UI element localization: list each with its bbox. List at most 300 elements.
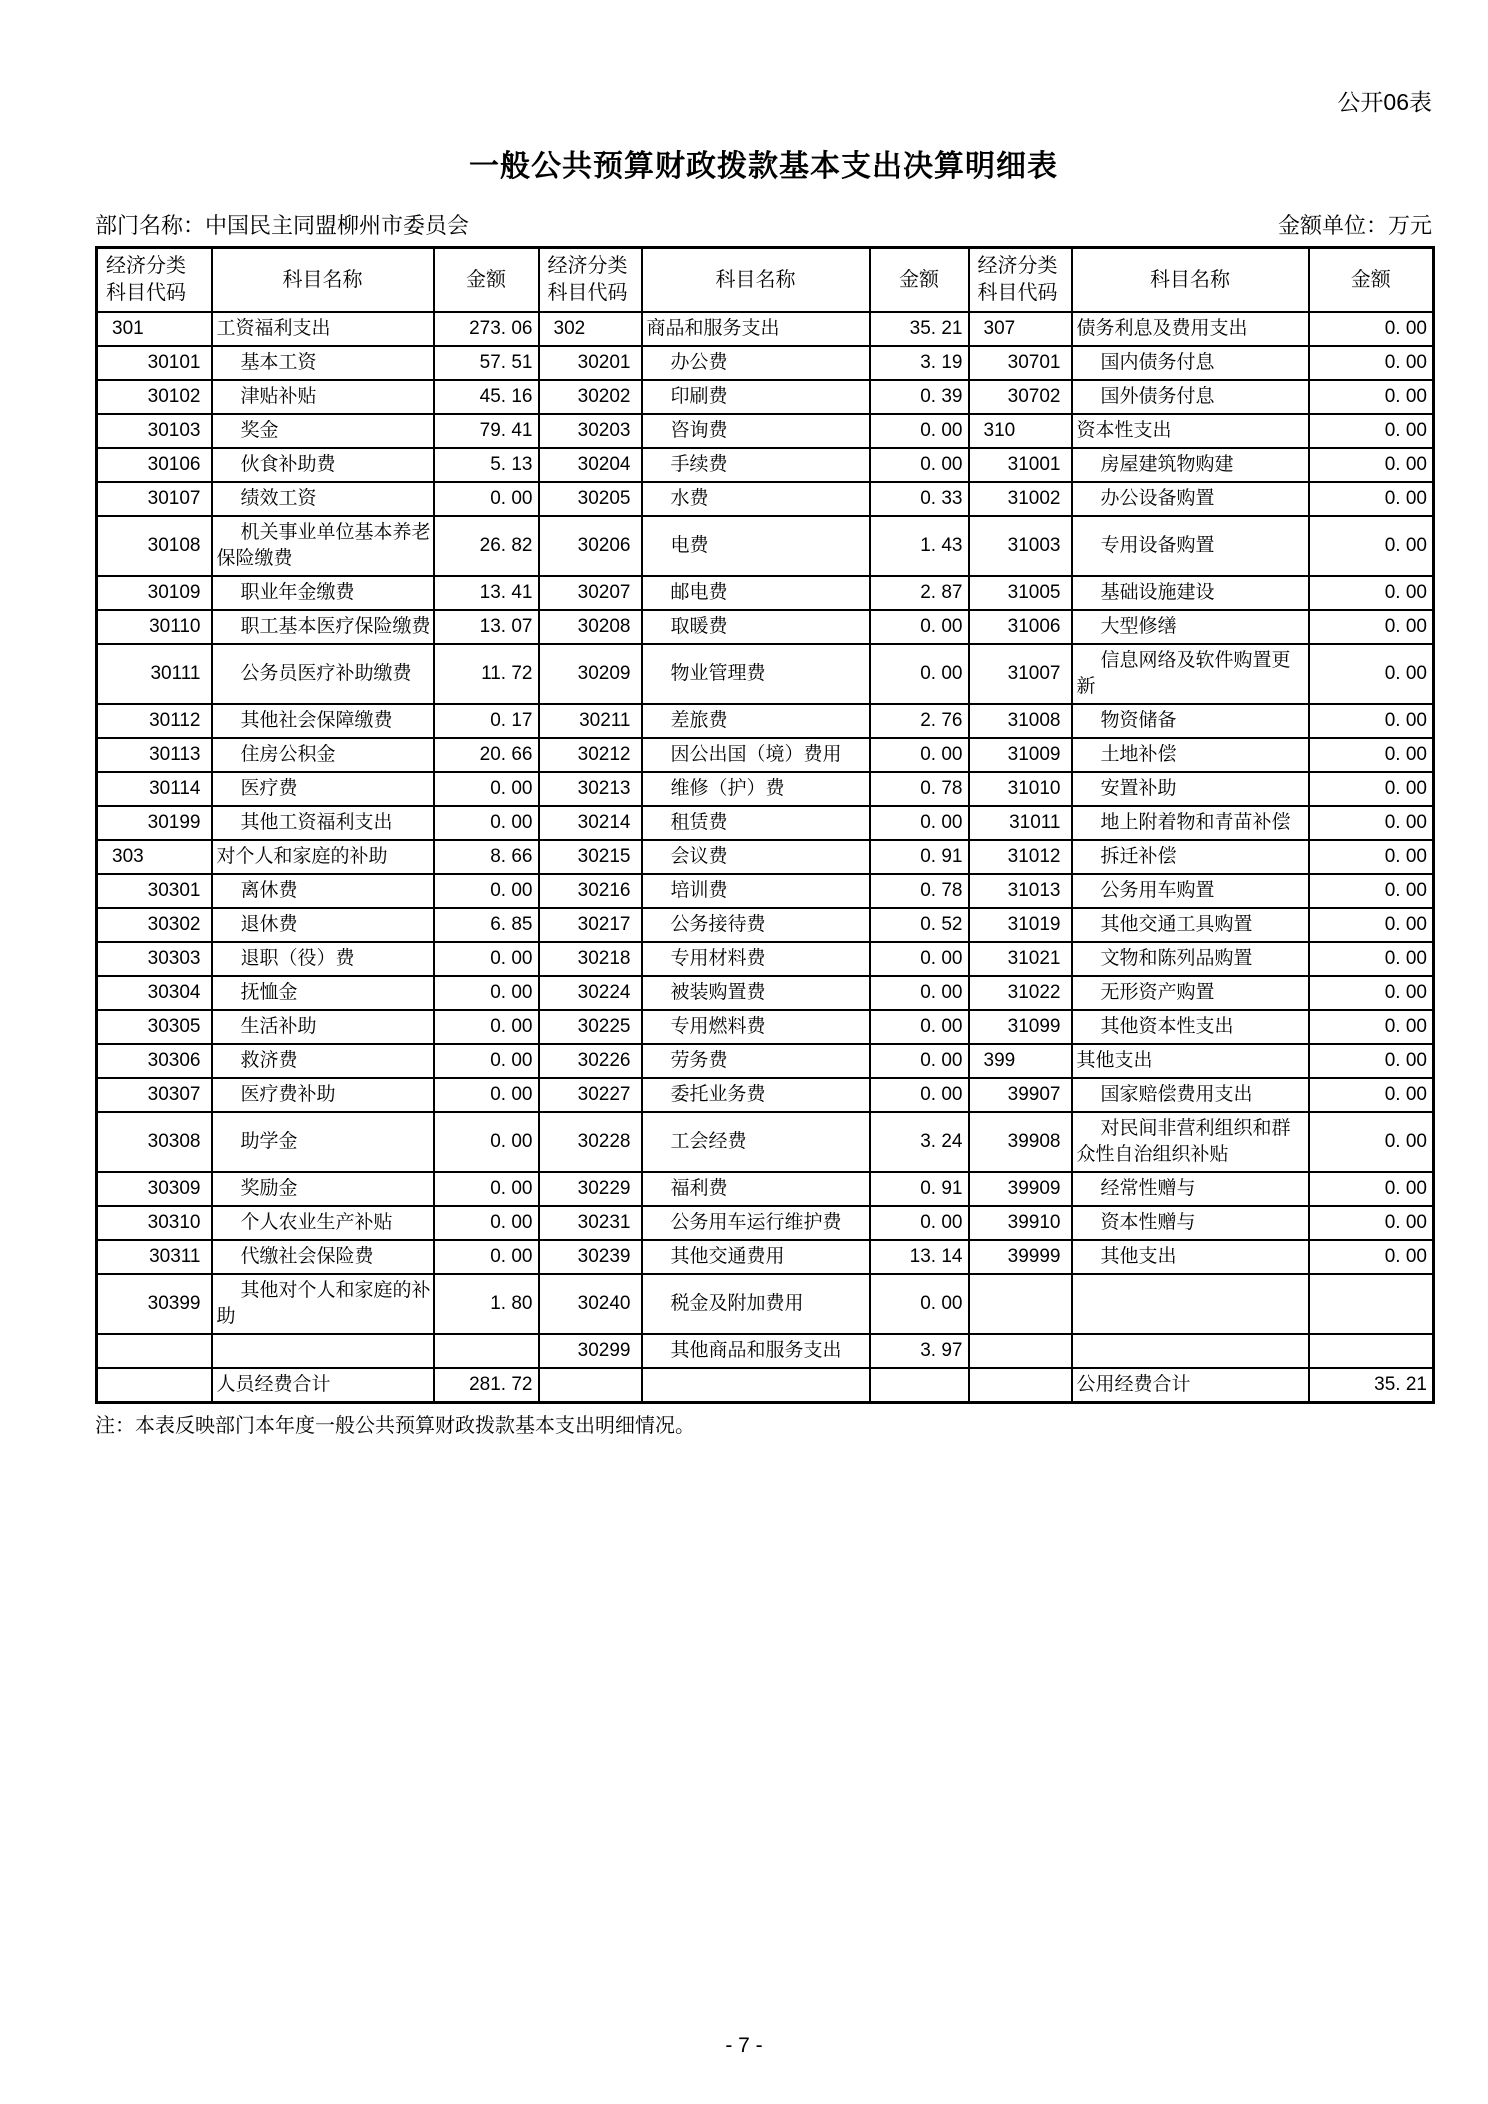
meta-row	[95, 209, 1432, 240]
name-cell: 土地补偿	[1072, 738, 1309, 772]
name-cell: 经常性赠与	[1072, 1172, 1309, 1206]
table-row	[97, 448, 1434, 482]
table-row	[97, 1334, 1434, 1368]
header-amount-group1: 金额	[434, 248, 539, 313]
amount-cell: 0. 00	[1309, 516, 1434, 576]
code-cell: 39907	[969, 1078, 1072, 1112]
table-row	[97, 1044, 1434, 1078]
name-cell: 住房公积金	[212, 738, 434, 772]
table-row	[97, 1240, 1434, 1274]
amount-cell: 11. 72	[434, 644, 539, 704]
name-cell: 工会经费	[642, 1112, 870, 1172]
code-cell: 30240	[539, 1274, 642, 1334]
amount-cell: 0. 00	[1309, 610, 1434, 644]
table-row	[97, 976, 1434, 1010]
unit-label: 金额单位：万元	[1277, 213, 1432, 238]
name-cell: 安置补助	[1072, 772, 1309, 806]
code-cell: 30307	[97, 1078, 212, 1112]
name-cell: 福利费	[642, 1172, 870, 1206]
amount-cell: 0. 00	[1309, 772, 1434, 806]
name-cell: 津贴补贴	[212, 380, 434, 414]
name-cell: 基础设施建设	[1072, 576, 1309, 610]
code-cell: 31009	[969, 738, 1072, 772]
header-subject-name-group2: 科目名称	[642, 248, 870, 313]
amount-cell: 0. 00	[434, 1240, 539, 1274]
amount-cell: 0. 00	[1309, 414, 1434, 448]
code-cell: 31005	[969, 576, 1072, 610]
name-cell: 医疗费	[212, 772, 434, 806]
amount-cell: 0. 00	[1309, 380, 1434, 414]
header-code-line2: 科目代码	[106, 282, 186, 304]
code-cell: 30229	[539, 1172, 642, 1206]
amount-cell: 0. 00	[1309, 874, 1434, 908]
amount-cell: 0. 00	[870, 1044, 969, 1078]
amount-cell: 0. 00	[1309, 942, 1434, 976]
code-cell: 30239	[539, 1240, 642, 1274]
name-cell: 委托业务费	[642, 1078, 870, 1112]
amount-cell: 0. 00	[1309, 738, 1434, 772]
header-amount-group3: 金额	[1309, 248, 1434, 313]
table-row	[97, 610, 1434, 644]
amount-cell: 3. 19	[870, 346, 969, 380]
name-cell: 绩效工资	[212, 482, 434, 516]
amount-cell: 0. 00	[434, 1010, 539, 1044]
amount-cell: 0. 00	[1309, 840, 1434, 874]
header-code-line1: 经济分类	[977, 255, 1058, 277]
name-cell: 职工基本医疗保险缴费	[212, 610, 434, 644]
name-cell: 国内债务付息	[1072, 346, 1309, 380]
amount-cell: 0. 00	[1309, 1112, 1434, 1172]
amount-cell: 273. 06	[434, 312, 539, 346]
code-cell	[97, 1368, 212, 1403]
amount-cell: 0. 00	[1309, 1172, 1434, 1206]
amount-cell: 0. 00	[1309, 482, 1434, 516]
code-cell: 30110	[97, 610, 212, 644]
code-cell: 310	[969, 414, 1072, 448]
code-cell	[969, 1368, 1072, 1403]
name-cell: 邮电费	[642, 576, 870, 610]
name-cell: 资本性赠与	[1072, 1206, 1309, 1240]
name-cell: 其他支出	[1072, 1044, 1309, 1078]
code-cell	[969, 1274, 1072, 1334]
amount-cell: 0. 00	[434, 806, 539, 840]
code-cell: 31007	[969, 644, 1072, 704]
name-cell: 办公设备购置	[1072, 482, 1309, 516]
amount-cell: 0. 00	[870, 1078, 969, 1112]
code-cell: 30207	[539, 576, 642, 610]
code-cell	[97, 1334, 212, 1368]
amount-cell: 13. 07	[434, 610, 539, 644]
header-row	[97, 248, 1434, 313]
amount-cell: 0. 00	[870, 806, 969, 840]
code-cell: 307	[969, 312, 1072, 346]
code-cell: 30202	[539, 380, 642, 414]
amount-cell: 0. 00	[1309, 346, 1434, 380]
code-cell: 31003	[969, 516, 1072, 576]
table-header	[97, 248, 1434, 313]
code-cell: 399	[969, 1044, 1072, 1078]
name-cell: 水费	[642, 482, 870, 516]
code-cell: 30308	[97, 1112, 212, 1172]
name-cell: 物业管理费	[642, 644, 870, 704]
amount-cell: 0. 00	[870, 610, 969, 644]
table-row	[97, 1078, 1434, 1112]
name-cell: 其他社会保障缴费	[212, 704, 434, 738]
amount-cell	[1309, 1334, 1434, 1368]
code-cell: 30114	[97, 772, 212, 806]
amount-cell: 0. 00	[1309, 806, 1434, 840]
name-cell: 专用材料费	[642, 942, 870, 976]
amount-cell	[434, 1334, 539, 1368]
code-cell: 30206	[539, 516, 642, 576]
name-cell: 维修（护）费	[642, 772, 870, 806]
name-cell: 基本工资	[212, 346, 434, 380]
code-cell: 31013	[969, 874, 1072, 908]
code-cell: 30101	[97, 346, 212, 380]
name-cell: 地上附着物和青苗补偿	[1072, 806, 1309, 840]
name-cell: 医疗费补助	[212, 1078, 434, 1112]
amount-cell: 35. 21	[1309, 1368, 1434, 1403]
name-cell	[1072, 1334, 1309, 1368]
name-cell: 会议费	[642, 840, 870, 874]
amount-cell: 0. 33	[870, 482, 969, 516]
budget-table	[95, 246, 1435, 1404]
amount-cell: 0. 00	[870, 644, 969, 704]
amount-cell: 0. 00	[870, 976, 969, 1010]
code-cell: 30218	[539, 942, 642, 976]
name-cell: 租赁费	[642, 806, 870, 840]
amount-cell: 0. 00	[434, 482, 539, 516]
amount-cell: 26. 82	[434, 516, 539, 576]
amount-cell: 13. 41	[434, 576, 539, 610]
name-cell: 拆迁补偿	[1072, 840, 1309, 874]
code-cell: 31019	[969, 908, 1072, 942]
amount-cell: 0. 00	[1309, 1206, 1434, 1240]
table-row	[97, 1206, 1434, 1240]
header-code-line1: 经济分类	[547, 255, 628, 277]
name-cell	[642, 1368, 870, 1403]
amount-cell: 0. 00	[870, 1206, 969, 1240]
code-cell: 30310	[97, 1206, 212, 1240]
amount-cell: 0. 00	[1309, 312, 1434, 346]
name-cell: 专用燃料费	[642, 1010, 870, 1044]
table-row	[97, 772, 1434, 806]
sheet-label: 公开06表	[1337, 89, 1432, 115]
amount-cell: 6. 85	[434, 908, 539, 942]
header-amount-group2: 金额	[870, 248, 969, 313]
code-cell: 31008	[969, 704, 1072, 738]
name-cell: 资本性支出	[1072, 414, 1309, 448]
amount-cell: 0. 17	[434, 704, 539, 738]
amount-cell: 0. 00	[434, 1112, 539, 1172]
amount-cell: 0. 00	[434, 1206, 539, 1240]
page-title: 一般公共预算财政拨款基本支出决算明细表	[469, 150, 1058, 183]
amount-cell: 0. 00	[1309, 1078, 1434, 1112]
name-cell: 被装购置费	[642, 976, 870, 1010]
amount-cell: 0. 91	[870, 1172, 969, 1206]
code-cell: 30109	[97, 576, 212, 610]
name-cell: 助学金	[212, 1112, 434, 1172]
table-row	[97, 414, 1434, 448]
name-cell: 房屋建筑物购建	[1072, 448, 1309, 482]
name-cell: 公务用车运行维护费	[642, 1206, 870, 1240]
name-cell: 电费	[642, 516, 870, 576]
name-cell: 手续费	[642, 448, 870, 482]
code-cell: 30204	[539, 448, 642, 482]
name-cell: 劳务费	[642, 1044, 870, 1078]
amount-cell: 0. 00	[434, 942, 539, 976]
code-cell: 30213	[539, 772, 642, 806]
code-cell: 30309	[97, 1172, 212, 1206]
code-cell: 30112	[97, 704, 212, 738]
name-cell: 专用设备购置	[1072, 516, 1309, 576]
table-row	[97, 1368, 1434, 1403]
amount-cell: 0. 00	[434, 772, 539, 806]
name-cell: 培训费	[642, 874, 870, 908]
name-cell: 对个人和家庭的补助	[212, 840, 434, 874]
name-cell: 公务员医疗补助缴费	[212, 644, 434, 704]
amount-cell: 0. 00	[1309, 1010, 1434, 1044]
table-row	[97, 840, 1434, 874]
name-cell	[212, 1334, 434, 1368]
table-row	[97, 380, 1434, 414]
code-cell: 30203	[539, 414, 642, 448]
code-cell: 30214	[539, 806, 642, 840]
code-cell: 30231	[539, 1206, 642, 1240]
amount-cell: 45. 16	[434, 380, 539, 414]
code-cell	[539, 1368, 642, 1403]
name-cell: 因公出国（境）费用	[642, 738, 870, 772]
name-cell: 代缴社会保险费	[212, 1240, 434, 1274]
code-cell	[969, 1334, 1072, 1368]
amount-cell: 0. 00	[1309, 448, 1434, 482]
name-cell: 个人农业生产补贴	[212, 1206, 434, 1240]
table-row	[97, 704, 1434, 738]
code-cell: 31001	[969, 448, 1072, 482]
amount-cell: 13. 14	[870, 1240, 969, 1274]
name-cell	[1072, 1274, 1309, 1334]
name-cell: 无形资产购置	[1072, 976, 1309, 1010]
name-cell: 对民间非营利组织和群众性自治组织补贴	[1072, 1112, 1309, 1172]
code-cell: 31021	[969, 942, 1072, 976]
amount-cell: 20. 66	[434, 738, 539, 772]
code-cell: 30212	[539, 738, 642, 772]
code-cell: 31002	[969, 482, 1072, 516]
name-cell: 奖励金	[212, 1172, 434, 1206]
amount-cell: 0. 91	[870, 840, 969, 874]
amount-cell: 0. 00	[434, 1078, 539, 1112]
table-row	[97, 1010, 1434, 1044]
amount-cell: 0. 00	[1309, 1240, 1434, 1274]
header-code-line1: 经济分类	[106, 255, 186, 277]
name-cell: 差旅费	[642, 704, 870, 738]
name-cell: 其他资本性支出	[1072, 1010, 1309, 1044]
name-cell: 债务利息及费用支出	[1072, 312, 1309, 346]
amount-cell: 57. 51	[434, 346, 539, 380]
name-cell: 国外债务付息	[1072, 380, 1309, 414]
name-cell: 取暖费	[642, 610, 870, 644]
code-cell: 31012	[969, 840, 1072, 874]
amount-cell: 0. 00	[870, 1274, 969, 1334]
code-cell: 30302	[97, 908, 212, 942]
table-row	[97, 738, 1434, 772]
code-cell: 302	[539, 312, 642, 346]
amount-cell: 0. 00	[1309, 576, 1434, 610]
code-cell: 39910	[969, 1206, 1072, 1240]
amount-cell: 2. 76	[870, 704, 969, 738]
code-cell: 30103	[97, 414, 212, 448]
amount-cell: 0. 00	[870, 414, 969, 448]
amount-cell: 0. 00	[870, 1010, 969, 1044]
code-cell: 30311	[97, 1240, 212, 1274]
code-cell: 30107	[97, 482, 212, 516]
amount-cell: 2. 87	[870, 576, 969, 610]
code-cell: 30702	[969, 380, 1072, 414]
code-cell: 30701	[969, 346, 1072, 380]
code-cell: 30106	[97, 448, 212, 482]
code-cell: 30227	[539, 1078, 642, 1112]
table-body	[97, 312, 1434, 1403]
header-code-line2: 科目代码	[977, 282, 1058, 304]
code-cell: 30301	[97, 874, 212, 908]
table-row	[97, 1172, 1434, 1206]
amount-cell	[1309, 1274, 1434, 1334]
header-code-group3	[969, 248, 1072, 313]
code-cell: 30216	[539, 874, 642, 908]
table-row	[97, 482, 1434, 516]
header-code-line2: 科目代码	[547, 282, 628, 304]
name-cell: 办公费	[642, 346, 870, 380]
code-cell: 30217	[539, 908, 642, 942]
name-cell: 伙食补助费	[212, 448, 434, 482]
name-cell: 文物和陈列品购置	[1072, 942, 1309, 976]
code-cell: 30226	[539, 1044, 642, 1078]
name-cell: 公务用车购置	[1072, 874, 1309, 908]
table-row	[97, 1112, 1434, 1172]
document-content	[95, 0, 1432, 1438]
header-code-group2	[539, 248, 642, 313]
name-cell: 机关事业单位基本养老保险缴费	[212, 516, 434, 576]
amount-cell: 0. 78	[870, 772, 969, 806]
name-cell: 其他对个人和家庭的补助	[212, 1274, 434, 1334]
code-cell: 30299	[539, 1334, 642, 1368]
code-cell: 303	[97, 840, 212, 874]
code-cell: 31022	[969, 976, 1072, 1010]
header-code-group1	[97, 248, 212, 313]
amount-cell: 0. 00	[434, 1172, 539, 1206]
code-cell: 39999	[969, 1240, 1072, 1274]
header-subject-name-group3: 科目名称	[1072, 248, 1309, 313]
name-cell: 职业年金缴费	[212, 576, 434, 610]
amount-cell: 0. 00	[434, 874, 539, 908]
amount-cell: 0. 00	[870, 448, 969, 482]
code-cell: 30108	[97, 516, 212, 576]
department-name: 部门名称：中国民主同盟柳州市委员会	[95, 213, 470, 238]
code-cell: 301	[97, 312, 212, 346]
code-cell: 30199	[97, 806, 212, 840]
table-row	[97, 576, 1434, 610]
code-cell: 31099	[969, 1010, 1072, 1044]
amount-cell: 0. 00	[1309, 644, 1434, 704]
name-cell: 大型修缮	[1072, 610, 1309, 644]
name-cell: 其他工资福利支出	[212, 806, 434, 840]
code-cell: 30303	[97, 942, 212, 976]
name-cell: 公用经费合计	[1072, 1368, 1309, 1403]
code-cell: 30102	[97, 380, 212, 414]
amount-cell: 35. 21	[870, 312, 969, 346]
code-cell: 31006	[969, 610, 1072, 644]
header-subject-name-group1: 科目名称	[212, 248, 434, 313]
code-cell: 30208	[539, 610, 642, 644]
name-cell: 其他交通费用	[642, 1240, 870, 1274]
name-cell: 奖金	[212, 414, 434, 448]
name-cell: 救济费	[212, 1044, 434, 1078]
name-cell: 其他商品和服务支出	[642, 1334, 870, 1368]
amount-cell: 0. 00	[1309, 704, 1434, 738]
amount-cell: 3. 97	[870, 1334, 969, 1368]
amount-cell: 0. 00	[870, 942, 969, 976]
name-cell: 信息网络及软件购置更新	[1072, 644, 1309, 704]
code-cell: 30224	[539, 976, 642, 1010]
name-cell: 抚恤金	[212, 976, 434, 1010]
amount-cell: 1. 43	[870, 516, 969, 576]
code-cell: 30113	[97, 738, 212, 772]
name-cell: 公务接待费	[642, 908, 870, 942]
name-cell: 物资储备	[1072, 704, 1309, 738]
amount-cell: 5. 13	[434, 448, 539, 482]
table-row	[97, 1274, 1434, 1334]
amount-cell: 0. 00	[434, 976, 539, 1010]
code-cell: 30209	[539, 644, 642, 704]
code-cell: 30399	[97, 1274, 212, 1334]
code-cell: 39909	[969, 1172, 1072, 1206]
amount-cell: 3. 24	[870, 1112, 969, 1172]
table-row	[97, 942, 1434, 976]
code-cell: 30305	[97, 1010, 212, 1044]
name-cell: 其他支出	[1072, 1240, 1309, 1274]
table-row	[97, 312, 1434, 346]
code-cell: 31010	[969, 772, 1072, 806]
table-row	[97, 806, 1434, 840]
name-cell: 印刷费	[642, 380, 870, 414]
amount-cell: 0. 00	[1309, 908, 1434, 942]
code-cell: 30228	[539, 1112, 642, 1172]
page-number: - 7 -	[725, 2034, 763, 2057]
name-cell: 生活补助	[212, 1010, 434, 1044]
code-cell: 30225	[539, 1010, 642, 1044]
amount-cell: 1. 80	[434, 1274, 539, 1334]
code-cell: 31011	[969, 806, 1072, 840]
code-cell: 30205	[539, 482, 642, 516]
amount-cell: 0. 00	[870, 738, 969, 772]
code-cell: 30211	[539, 704, 642, 738]
name-cell: 咨询费	[642, 414, 870, 448]
name-cell: 税金及附加费用	[642, 1274, 870, 1334]
code-cell: 30215	[539, 840, 642, 874]
amount-cell: 79. 41	[434, 414, 539, 448]
table-row	[97, 346, 1434, 380]
code-cell: 30201	[539, 346, 642, 380]
code-cell: 30306	[97, 1044, 212, 1078]
amount-cell: 0. 00	[1309, 1044, 1434, 1078]
table-row	[97, 516, 1434, 576]
table-row	[97, 874, 1434, 908]
name-cell: 工资福利支出	[212, 312, 434, 346]
name-cell: 商品和服务支出	[642, 312, 870, 346]
amount-cell: 281. 72	[434, 1368, 539, 1403]
name-cell: 人员经费合计	[212, 1368, 434, 1403]
name-cell: 其他交通工具购置	[1072, 908, 1309, 942]
